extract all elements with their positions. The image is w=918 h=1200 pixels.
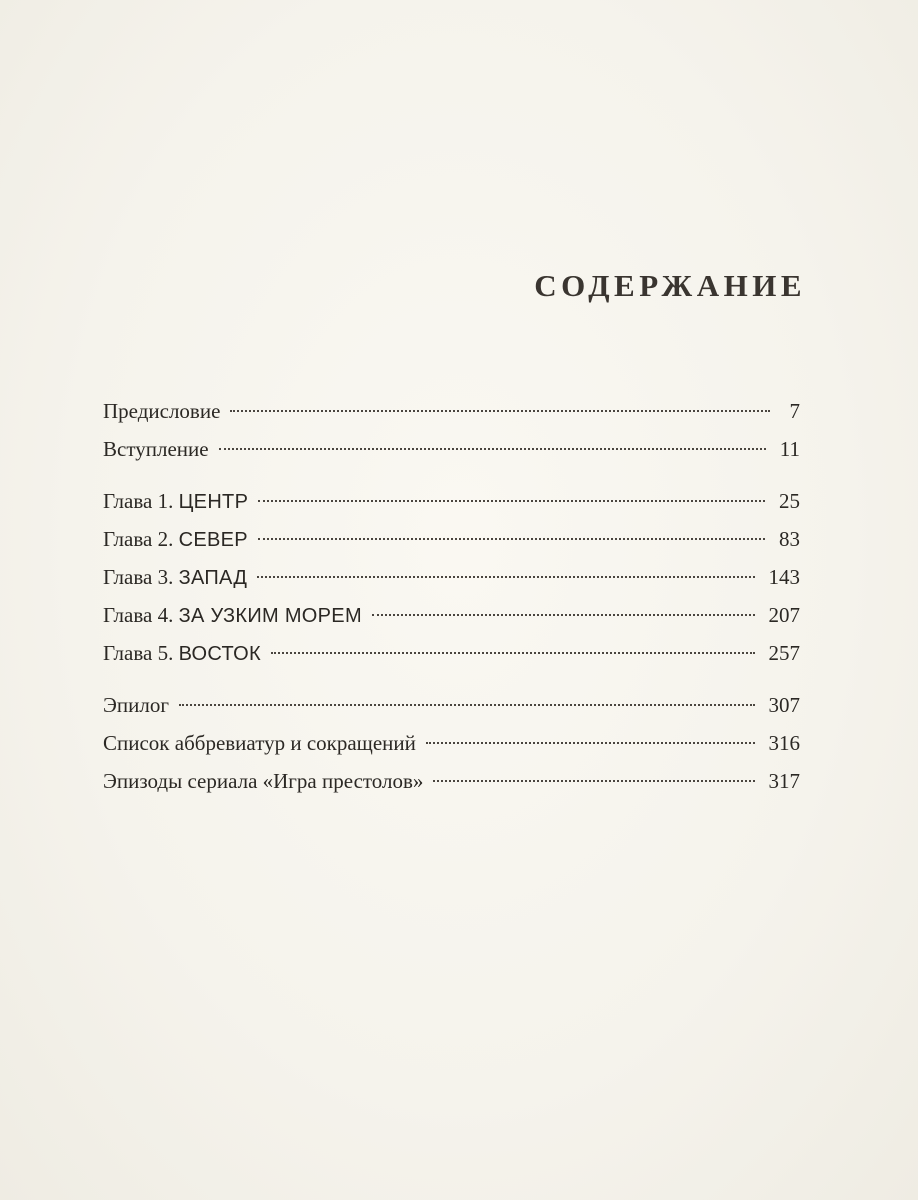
page-number: 25 (779, 489, 800, 513)
page-number: 143 (768, 565, 800, 589)
page-number: 316 (768, 731, 800, 755)
entry-title: Эпилог (103, 693, 169, 717)
chapter-prefix: Глава 2. (103, 527, 174, 551)
entry-title: Список аббревиатур и сокращений (103, 731, 416, 755)
toc-entry-chapter-4 (103, 596, 800, 634)
entry-title: Предисловие (103, 399, 221, 423)
dot-leader (179, 704, 755, 706)
page-number: 317 (768, 769, 800, 793)
chapter-name: ЗА УЗКИМ МОРЕМ (178, 605, 362, 627)
chapter-name: ЗАПАД (178, 567, 248, 589)
dot-leader (230, 410, 770, 412)
dot-leader (433, 780, 754, 782)
toc-entry-chapter-1 (103, 482, 800, 520)
entry-title: Эпизоды сериала «Игра престолов» (103, 769, 424, 793)
chapter-prefix: Глава 4. (103, 603, 174, 627)
entry-title (103, 520, 248, 559)
page-title: СОДЕРЖАНИЕ (534, 268, 806, 303)
entry-title (103, 596, 362, 635)
chapter-prefix: Глава 5. (103, 641, 174, 665)
page-number: 257 (768, 641, 800, 665)
page-number: 11 (779, 437, 800, 461)
toc-entry-introduction (103, 430, 800, 468)
chapter-name: СЕВЕР (178, 529, 248, 551)
toc-entry-chapter-5 (103, 634, 800, 672)
dot-leader (258, 538, 765, 540)
chapter-prefix: Глава 1. (103, 489, 174, 513)
page-number: 307 (768, 693, 800, 717)
dot-leader (271, 652, 755, 654)
toc-entry-chapter-3 (103, 558, 800, 596)
page-number: 83 (779, 527, 800, 551)
dot-leader (257, 576, 754, 578)
chapter-prefix: Глава 3. (103, 565, 174, 589)
page-number: 7 (789, 399, 800, 423)
chapter-name: ЦЕНТР (178, 491, 249, 513)
entry-title (103, 482, 248, 521)
dot-leader (426, 742, 755, 744)
page-number: 207 (768, 603, 800, 627)
toc-entry-episodes (103, 762, 800, 800)
entry-title (103, 558, 247, 597)
dot-leader (258, 500, 765, 502)
entry-title: Вступление (103, 437, 209, 461)
entry-title (103, 634, 261, 673)
table-of-contents (103, 392, 800, 800)
toc-entry-epilogue (103, 686, 800, 724)
dot-leader (219, 448, 766, 450)
toc-entry-preface (103, 392, 800, 430)
dot-leader (372, 614, 755, 616)
chapter-name: ВОСТОК (178, 643, 261, 665)
toc-entry-abbreviations (103, 724, 800, 762)
toc-entry-chapter-2 (103, 520, 800, 558)
